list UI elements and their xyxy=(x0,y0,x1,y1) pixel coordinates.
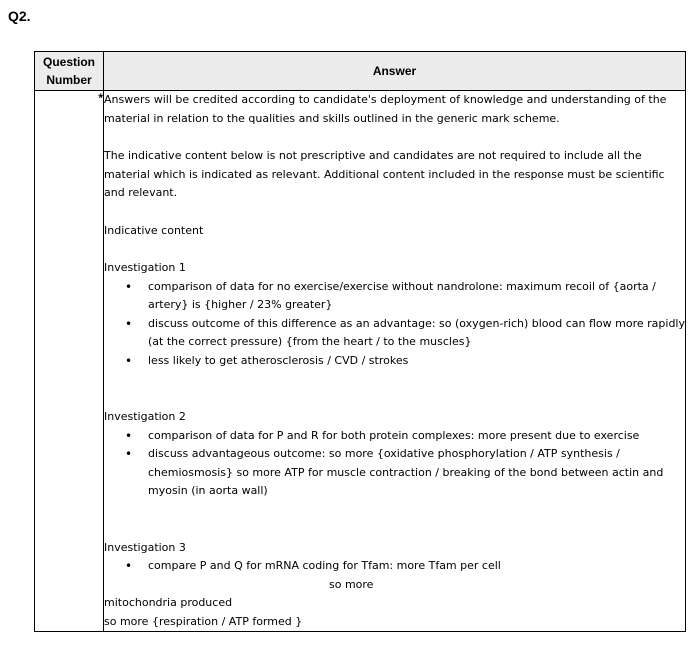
question-number-cell: * xyxy=(35,91,104,632)
list-item: • compare P and Q for mRNA coding for Tfam: more Tfam per cell xyxy=(148,557,685,576)
list-item: • comparison of data for no exercise/exercise without nandrolone: maximum recoil of {aorta / artery} is {higher / 23% greater} xyxy=(148,278,685,315)
investigation-1-title: Investigation 1 xyxy=(104,261,186,274)
intro-paragraph-1: Answers will be credited according to candidate's deployment of knowledge and understanding of the material in relation to the qualities and skills outlined in the generic mark scheme. xyxy=(104,93,667,125)
investigation-2-list xyxy=(104,427,685,501)
investigation-1-list xyxy=(104,278,685,371)
mark-scheme-table xyxy=(34,51,686,632)
list-item: • less likely to get atherosclerosis / CVD / strokes xyxy=(148,352,685,371)
question-number-header: Question Number xyxy=(35,52,104,91)
indicative-content-label: Indicative content xyxy=(104,223,204,237)
so-more-text: so more xyxy=(329,577,374,591)
intro-paragraph-2: The indicative content below is not prescriptive and candidates are not required to include all the material which is indicated as relevant. Additional content included in the response must be scientific and relevant. xyxy=(104,149,665,199)
investigation-3-line-1: mitochondria produced xyxy=(104,596,233,609)
question-heading: Q2. xyxy=(8,8,31,24)
list-item: • discuss advantageous outcome: so more {oxidative phosphorylation / ATP synthesis / chemiosmosis} so more ATP for muscle contraction / breaking of the bond between actin and myosin (in aorta wall) xyxy=(148,445,685,501)
answer-cell xyxy=(104,91,686,632)
table-row xyxy=(35,91,686,632)
table-header-row xyxy=(35,52,686,91)
investigation-3-list xyxy=(104,557,685,576)
investigation-2-title: Investigation 2 xyxy=(104,410,186,423)
list-item: • discuss outcome of this difference as an advantage: so (oxygen-rich) blood can flow more rapidly (at the correct pressure) {from the heart / to the muscles} xyxy=(148,315,685,352)
investigation-3-line-2: so more {respiration / ATP formed } xyxy=(104,614,303,628)
answer-header: Answer xyxy=(104,52,686,91)
investigation-3-title: Investigation 3 xyxy=(104,540,186,554)
list-item: • comparison of data for P and R for both protein complexes: more present due to exercise xyxy=(148,427,685,446)
